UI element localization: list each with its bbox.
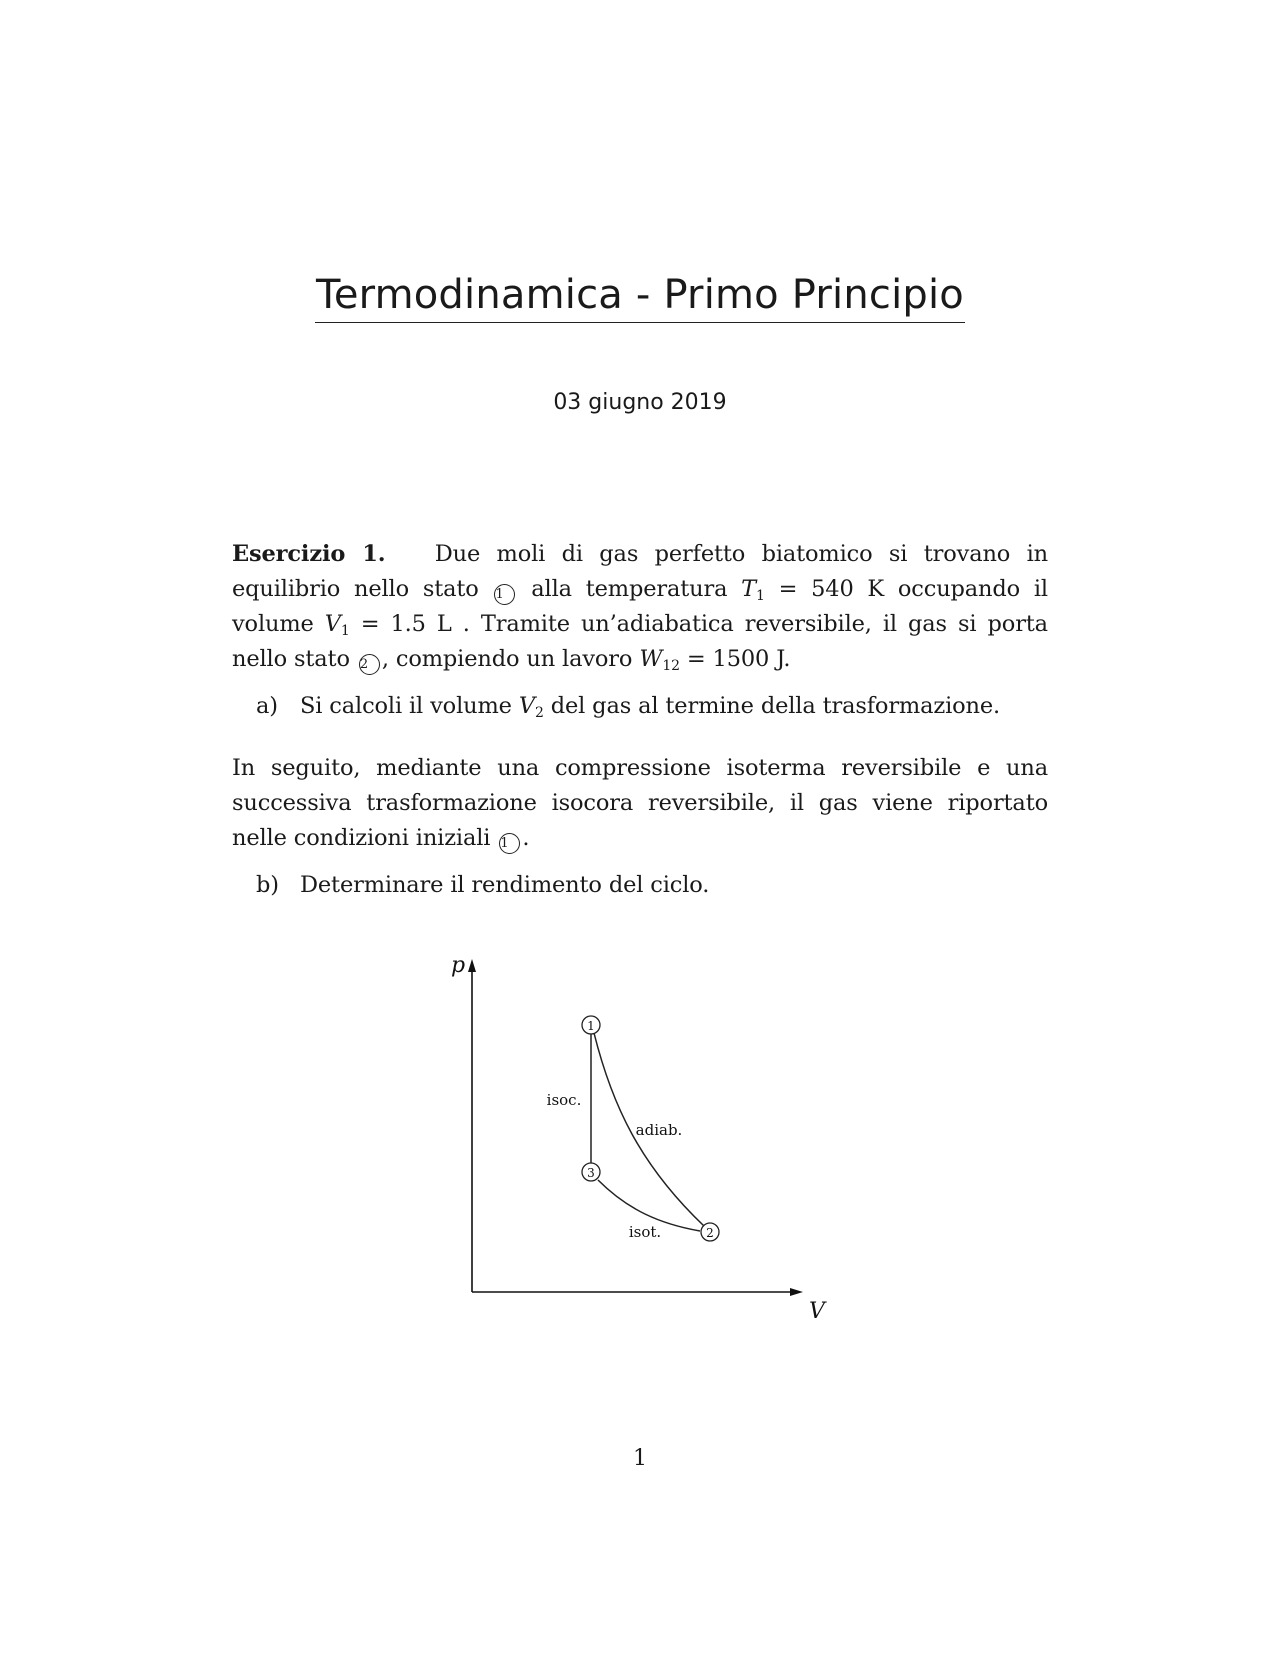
state-1-marker: 1: [494, 584, 515, 605]
p-axis-label: p: [450, 953, 466, 978]
symbol-w-sub: 12: [662, 658, 680, 674]
state-1-marker-2: 1: [499, 833, 520, 854]
symbol-v2: V: [518, 693, 535, 719]
exercise-text-1: Due moli di gas perfetto biatomico si trovano in equilibrio nello stato: [232, 541, 1048, 602]
state-2-label: 2: [706, 1226, 714, 1240]
question-a-label: a): [256, 693, 278, 719]
exercise-label: Esercizio 1.: [232, 541, 386, 567]
p-axis-arrow: [468, 959, 476, 972]
state-3-label: 3: [587, 1166, 595, 1180]
question-a-text-2: del gas al termine della trasformazione.: [550, 693, 1001, 719]
exercise-text-4: , compiendo un lavoro: [381, 646, 633, 672]
symbol-t-sub: 1: [756, 588, 765, 604]
w12-value: = 1500 J.: [686, 646, 791, 672]
page-date: 03 giugno 2019: [553, 390, 727, 415]
exercise-text-3: Tramite un’adiabatica reversibile, il gas si porta nello stato: [232, 611, 1048, 672]
symbol-t: T: [741, 576, 757, 602]
isochoric-label: isoc.: [546, 1091, 582, 1109]
v-axis-label: V: [809, 1299, 825, 1324]
state-2-marker: 2: [359, 654, 380, 675]
exercise-text-2: alla temperatura: [531, 576, 728, 602]
v1-value: = 1.5 L .: [360, 611, 470, 637]
symbol-v1-sub: 1: [340, 623, 350, 639]
page-number: 1: [633, 1446, 647, 1471]
t1-value: = 540 K occupando il volume: [232, 576, 1048, 637]
symbol-v1: V: [324, 611, 341, 637]
question-b-text: Determinare il rendimento del ciclo.: [300, 872, 710, 898]
page-title-text: Termodinamica - Primo Principio: [315, 272, 965, 323]
continuation-end: .: [522, 825, 530, 851]
isothermal-label: isot.: [628, 1223, 662, 1241]
question-a-text-1: Si calcoli il volume: [300, 693, 512, 719]
adiabatic-label: adiab.: [635, 1121, 683, 1139]
question-b-label: b): [256, 872, 279, 898]
state-1-label: 1: [587, 1019, 595, 1033]
continuation-text: In seguito, mediante una compressione isoterma reversibile e una successiva trasformazione isocora reversibile, il gas viene riportato nelle condizioni iniziali: [232, 755, 1048, 851]
v-axis-arrow: [790, 1288, 803, 1296]
symbol-w: W: [639, 646, 663, 672]
symbol-v2-sub: 2: [534, 705, 544, 721]
